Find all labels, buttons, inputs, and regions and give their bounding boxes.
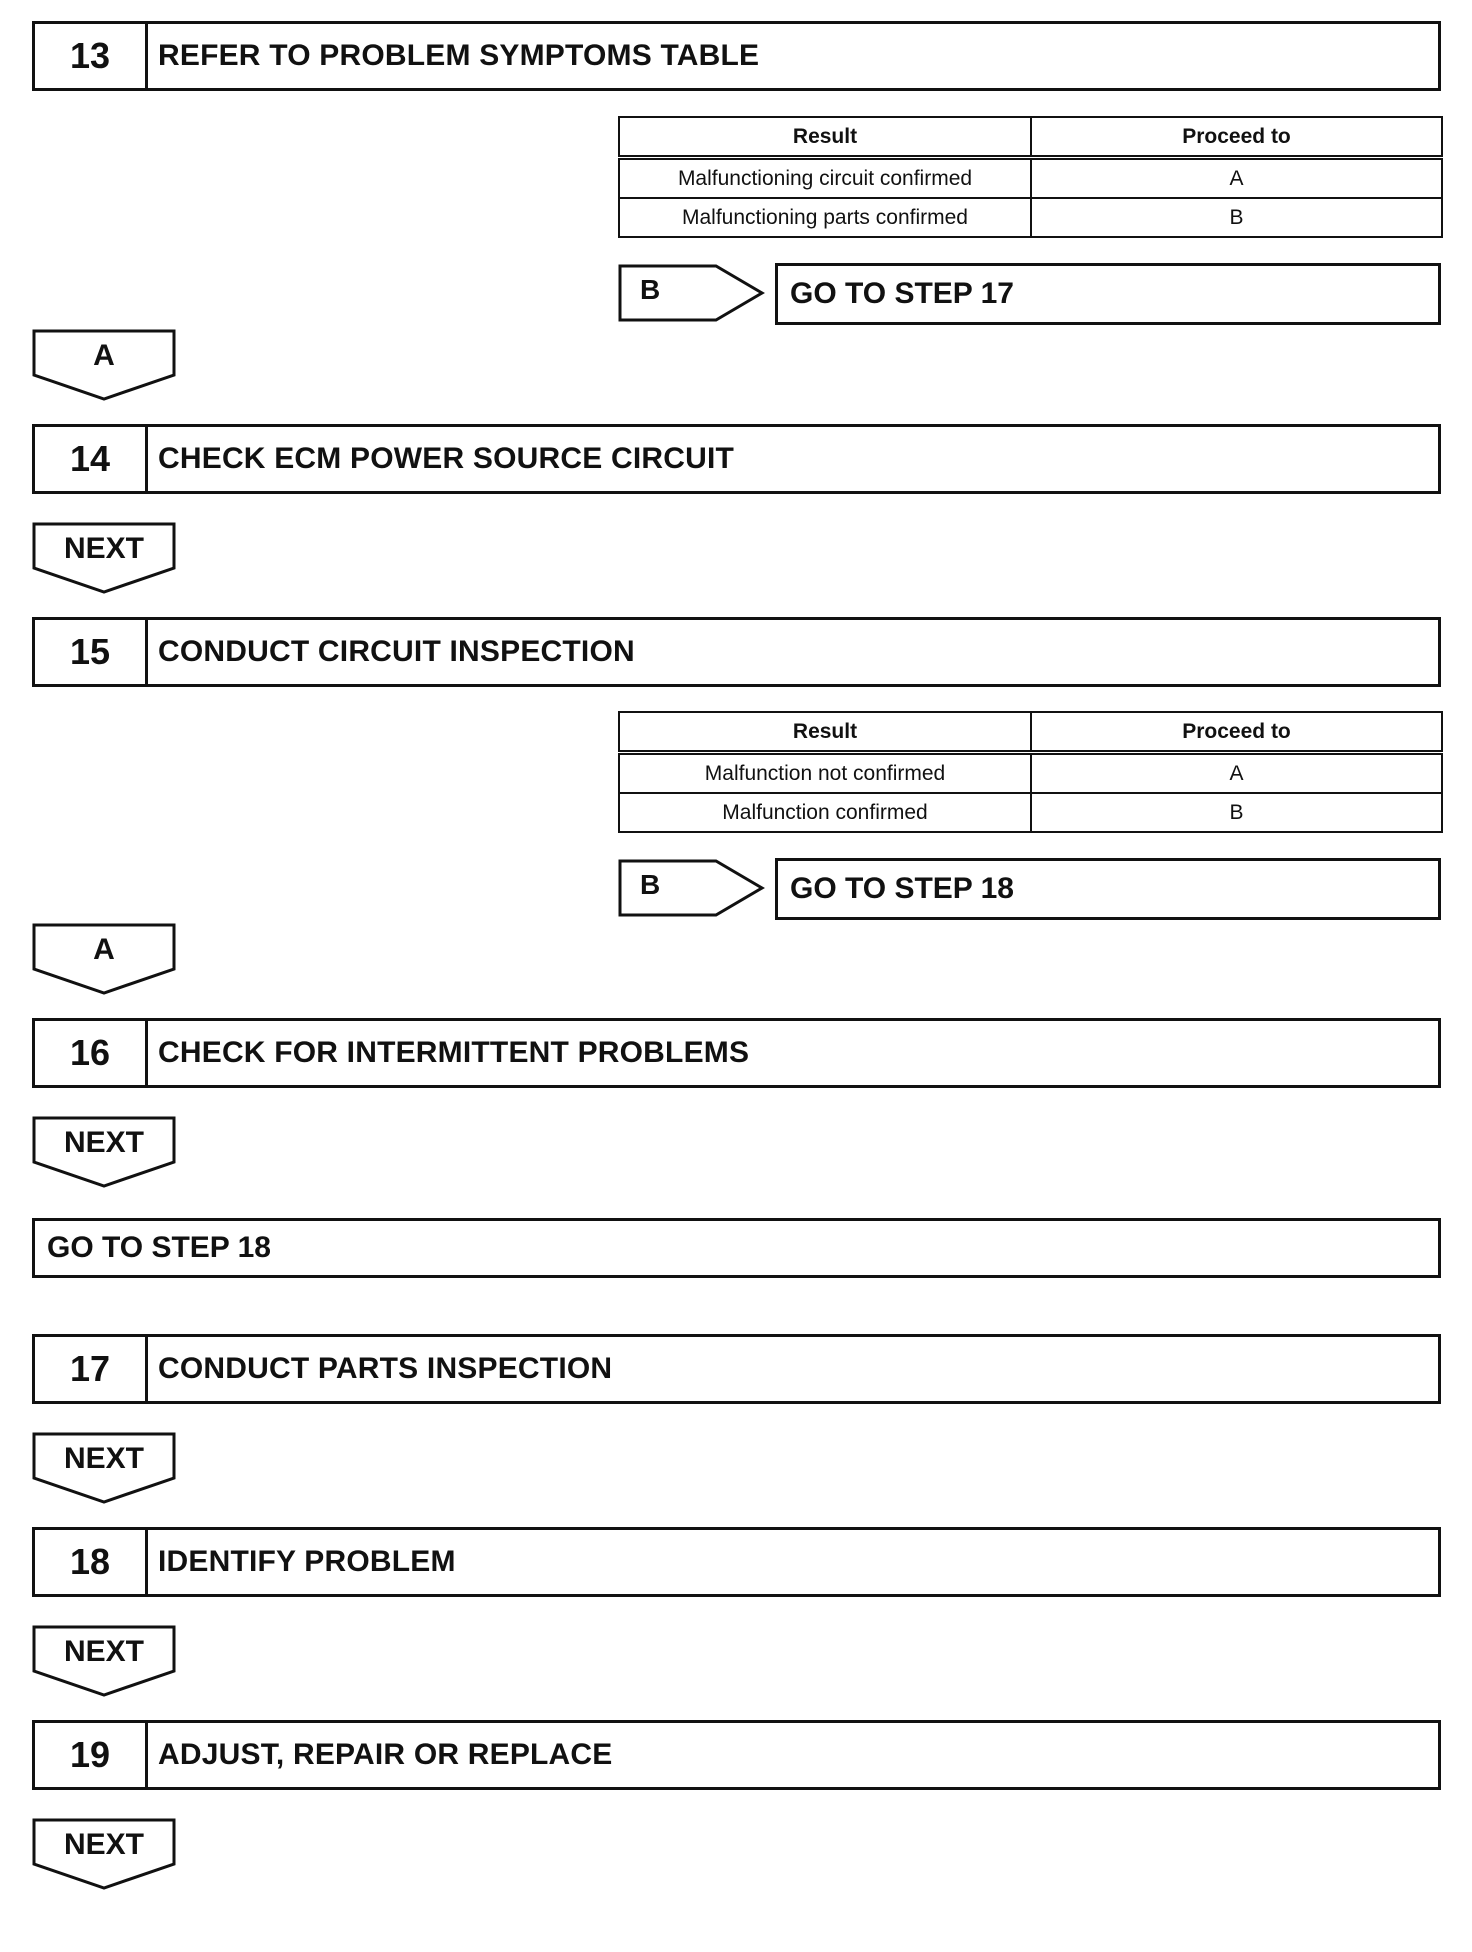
table-cell-result: Malfunction not confirmed (619, 753, 1031, 794)
next-arrow-3[interactable] (32, 1432, 176, 1504)
table-cell-result: Malfunctioning circuit confirmed (619, 158, 1031, 199)
step-title: CHECK FOR INTERMITTENT PROBLEMS (158, 1036, 750, 1069)
step-title: IDENTIFY PROBLEM (158, 1545, 456, 1578)
step-number: 17 (35, 1337, 148, 1401)
branch-a-arrow-1[interactable] (32, 329, 176, 401)
step-16-header (32, 1018, 1441, 1088)
table-header-result: Result (619, 712, 1031, 753)
result-table-1 (618, 116, 1443, 238)
table-cell-proceed: B (1031, 198, 1442, 237)
goto-step-17-box[interactable]: GO TO STEP 17 (775, 263, 1441, 325)
arrow-label: NEXT (63, 1442, 144, 1475)
step-number: 15 (35, 620, 148, 684)
arrow-label: NEXT (63, 1635, 144, 1668)
next-arrow-1[interactable] (32, 522, 176, 594)
table-header-proceed: Proceed to (1031, 712, 1442, 753)
step-number: 19 (35, 1723, 148, 1787)
table-cell-result: Malfunction confirmed (619, 793, 1031, 832)
arrow-label: NEXT (63, 1828, 144, 1861)
next-arrow-4[interactable] (32, 1625, 176, 1697)
step-title: CONDUCT PARTS INSPECTION (158, 1352, 613, 1385)
arrow-label: NEXT (63, 1126, 144, 1159)
step-19-header (32, 1720, 1441, 1790)
branch-label: B (640, 274, 661, 305)
table-row (619, 198, 1442, 237)
arrow-label: NEXT (63, 532, 144, 565)
arrow-label: A (93, 339, 115, 372)
table-header-proceed: Proceed to (1031, 117, 1442, 158)
step-14-header (32, 424, 1441, 494)
step-18-header (32, 1527, 1441, 1597)
arrow-label: A (93, 933, 115, 966)
branch-a-arrow-2[interactable] (32, 923, 176, 995)
step-number: 13 (35, 24, 148, 88)
next-arrow-2[interactable] (32, 1116, 176, 1188)
table-cell-result: Malfunctioning parts confirmed (619, 198, 1031, 237)
step-13-header (32, 21, 1441, 91)
goto-step-18-box[interactable]: GO TO STEP 18 (775, 858, 1441, 920)
branch-b-arrow-2[interactable] (618, 859, 766, 917)
result-table-2 (618, 711, 1443, 833)
branch-label: B (640, 869, 661, 900)
next-arrow-5[interactable] (32, 1818, 176, 1890)
table-row (619, 753, 1442, 794)
step-title: CONDUCT CIRCUIT INSPECTION (158, 635, 635, 668)
branch-b-arrow-1[interactable] (618, 264, 766, 322)
table-cell-proceed: A (1031, 158, 1442, 199)
step-number: 14 (35, 427, 148, 491)
step-title: REFER TO PROBLEM SYMPTOMS TABLE (158, 39, 760, 72)
goto-step-18-bar[interactable]: GO TO STEP 18 (32, 1218, 1441, 1278)
step-15-header (32, 617, 1441, 687)
step-number: 18 (35, 1530, 148, 1594)
step-number: 16 (35, 1021, 148, 1085)
table-cell-proceed: B (1031, 793, 1442, 832)
table-header-result: Result (619, 117, 1031, 158)
step-17-header (32, 1334, 1441, 1404)
step-title: ADJUST, REPAIR OR REPLACE (158, 1738, 613, 1771)
table-row (619, 793, 1442, 832)
table-cell-proceed: A (1031, 753, 1442, 794)
table-row (619, 158, 1442, 199)
step-title: CHECK ECM POWER SOURCE CIRCUIT (158, 442, 735, 475)
